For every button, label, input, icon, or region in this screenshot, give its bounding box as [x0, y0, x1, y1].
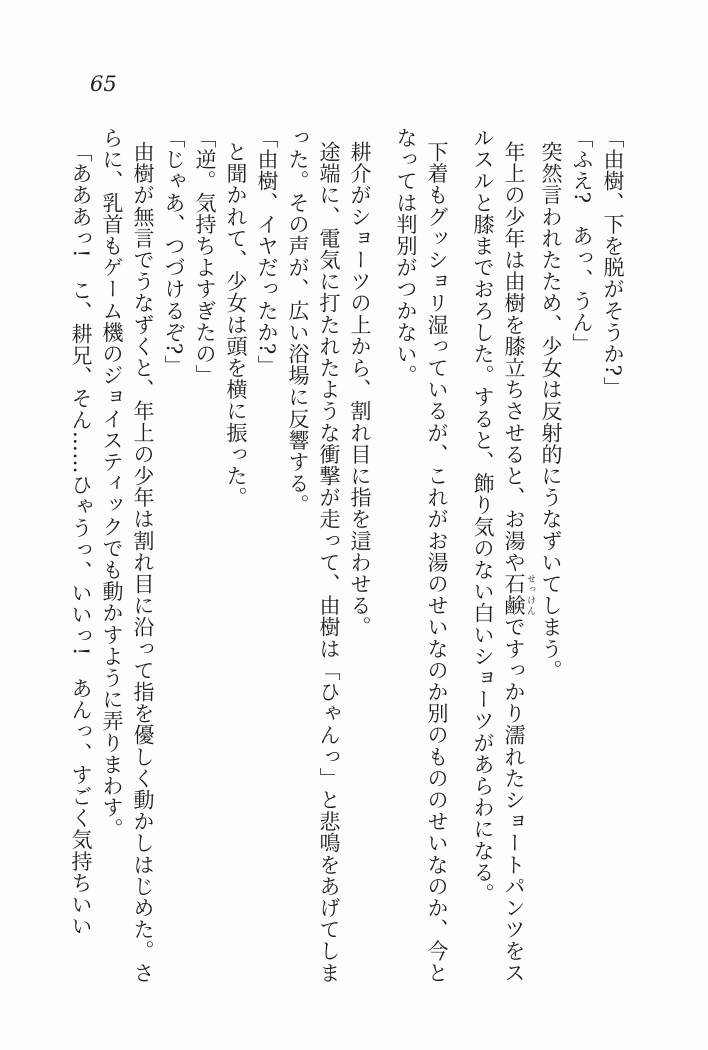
paragraph: 「あああっ! こ、耕兄、そん……ひゃうっ、いいっ! あんっ、すごく気持ちいい: [69, 141, 93, 937]
paragraph: 「由樹、イヤだったか?」: [255, 127, 279, 377]
paragraph: 突然言われたため、少女は反射的にうなずいてしまう。: [539, 141, 563, 681]
paragraph: 「じゃあ、つづけるぞ?」: [162, 127, 186, 377]
paragraph: 下着もグッショリ湿っているが、これがお湯のせいなのか別のもののせいなのか、今となっては判別がつかない。: [394, 127, 449, 984]
paragraph: 「由樹、下を脱がそうか?」: [601, 127, 625, 399]
paragraph: 年上の少年は由樹を膝立ちさせると、お湯や石鹸 せっけんですっかり濡れたショートパンツをスルスルと膝までおろした。すると、飾り気のない白いショーツがあらわになる。: [471, 127, 535, 984]
page-number: 65: [90, 72, 117, 96]
body-text: [65, 127, 628, 995]
paragraph: 耕介がショーツの上から、割れ目に指を這わせる。: [348, 141, 372, 638]
ruby-annotated-word: 石鹸 せっけん: [502, 573, 535, 617]
paragraph: 「逆。気持ちよすぎたの」: [193, 127, 217, 387]
paragraph: 「ふえ? あっ、うん」: [570, 127, 594, 355]
paragraph: と聞かれて、少女は頭を横に振った。: [224, 141, 248, 509]
paragraph: 途端に、電気に打たれたような衝撃が走って、由樹は「ひゃんっ」と悲鳴をあげてしまった。その声が、広い浴場に反響する。: [286, 127, 341, 984]
paragraph: 由樹が無言でうなずくと、年上の少年は割れ目に沿って指を優しく動かしはじめた。さらに、乳首もゲーム機のジョイスティックでも動かすように弄りまわす。: [100, 127, 155, 984]
